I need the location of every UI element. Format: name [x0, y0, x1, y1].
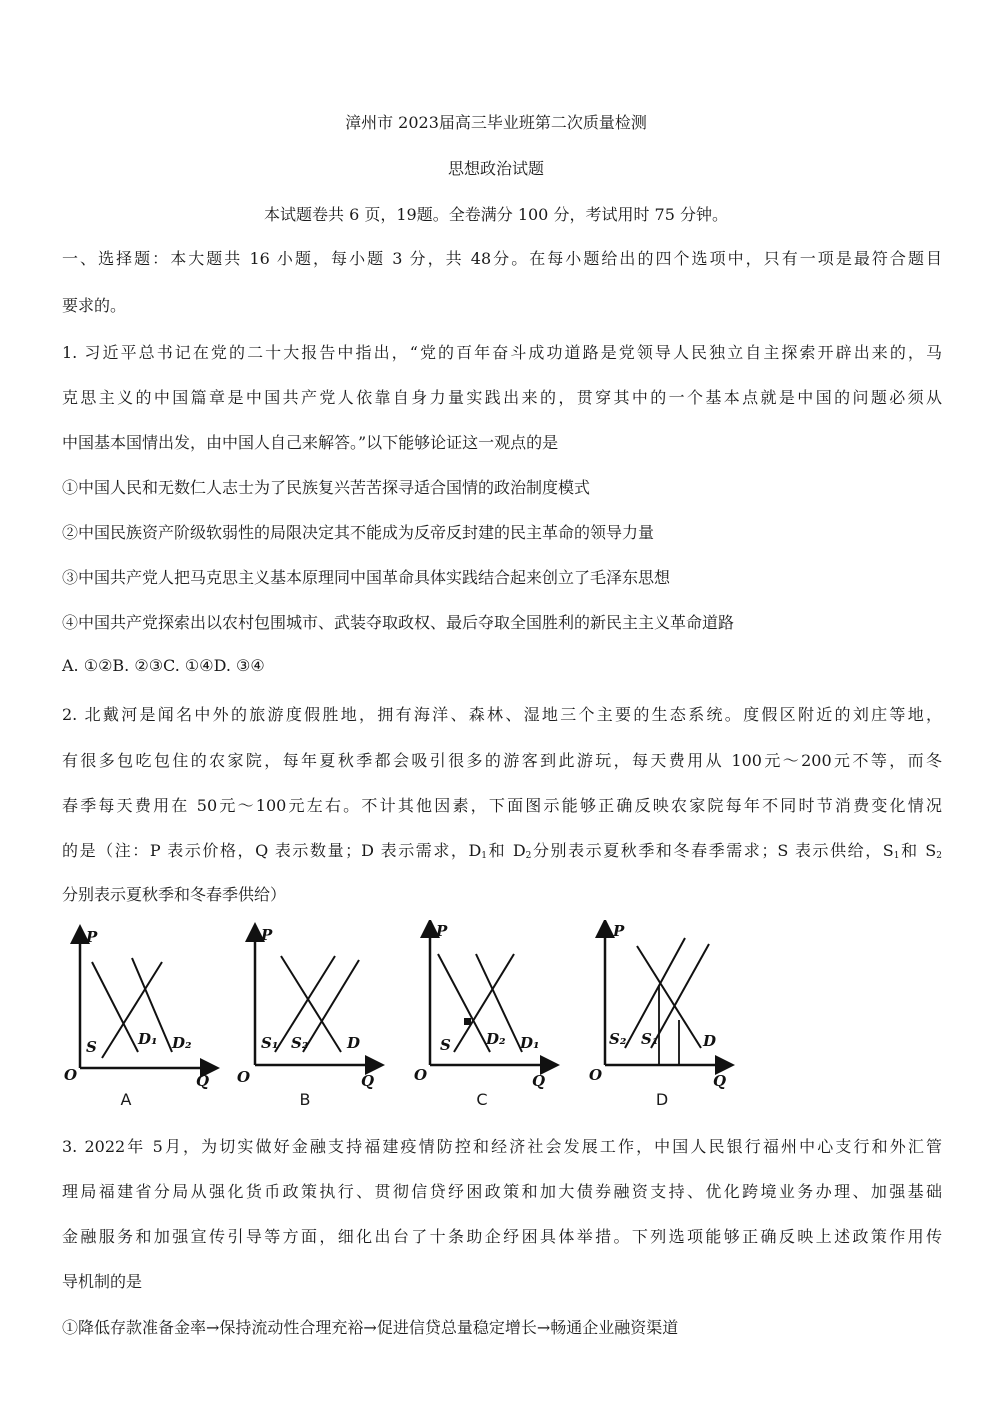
subject-title: 思想政治试题 [447, 159, 544, 178]
graph-d-p-label: P [613, 922, 625, 940]
question-2-line-3: 春季每天费用在 50元～100元左右。不计其他因素，下面图示能够正确反映农家院每年不同时节消费变化情况 [62, 796, 942, 815]
graph-a-curve-label-2: D₁ [138, 1030, 158, 1048]
graph-b-svg [235, 920, 405, 1090]
graph-c-curve-label-3: D₁ [520, 1034, 540, 1052]
graph-c [410, 920, 580, 1115]
graph-d-svg [585, 920, 755, 1090]
graph-c-curve-label-1: S [440, 1036, 451, 1054]
section-instruction-line-2: 要求的。 [62, 296, 127, 315]
question-3-line-4: 导机制的是 [62, 1272, 143, 1291]
graph-b-curve-label-2: S₂ [291, 1034, 309, 1052]
graph-a-curve-label-3: D₂ [172, 1034, 192, 1052]
question-1-answers: A. ①②B. ②③C. ①④D. ③④ [62, 656, 265, 675]
question-3-option-1: ①降低存款准备金率→保持流动性合理充裕→促进信贷总量稳定增长→畅通企业融资渠道 [62, 1318, 679, 1337]
exam-note: 本试题卷共 6 页，19题。全卷满分 100 分，考试用时 75 分钟。 [264, 205, 728, 224]
graph-d-q-label: Q [713, 1072, 727, 1090]
graph-a-caption: A [120, 1090, 132, 1109]
graph-a [60, 920, 230, 1115]
q2-note-sub-3: 1 [893, 851, 900, 861]
question-3-line-3: 金融服务和加强宣传引导等方面，细化出台了十条助企纾困具体举措。下列选项能够正确反映上述政策作用传 [62, 1227, 942, 1246]
graph-b-caption: B [299, 1090, 311, 1109]
q2-note-part-1: 的是（注：P 表示价格，Q 表示数量；D 表示需求，D [62, 841, 482, 860]
graph-c-p-label: P [436, 922, 448, 940]
graph-c-equilibrium-point [464, 1018, 471, 1025]
graph-d-origin-label: O [589, 1066, 603, 1084]
question-3-line-2: 理局福建省分局从强化货币政策执行、贯彻信贷纾困政策和加大债券融资支持、优化跨境业务办理、加强基础 [62, 1182, 942, 1201]
question-1-option-4: ④中国共产党探索出以农村包围城市、武装夺取政权、最后夺取全国胜利的新民主主义革命道路 [62, 613, 735, 632]
q2-note-part-2: 和 D [487, 841, 526, 860]
q2-note-sub-4: 2 [936, 851, 942, 861]
exam-title: 漳州市 2023届高三毕业班第二次质量检测 [345, 113, 647, 132]
graph-c-caption: C [476, 1090, 488, 1109]
question-1-option-1: ①中国人民和无数仁人志士为了民族复兴苦苦探寻适合国情的政治制度模式 [62, 478, 591, 497]
question-1-line-1: 1. 习近平总书记在党的二十大报告中指出，“党的百年奋斗成功道路是党领导人民独立自主探索开辟出来的，马 [62, 343, 942, 362]
graph-c-origin-label: O [414, 1066, 428, 1084]
graph-b-p-label: P [261, 926, 273, 944]
question-1-line-2: 克思主义的中国篇章是中国共产党人依靠自身力量实践出来的，贯穿其中的一个基本点就是中国的问题必须从 [62, 388, 942, 407]
graph-d-curve-label-3: D [703, 1032, 717, 1050]
question-3-line-1: 3. 2022年 5月，为切实做好金融支持福建疫情防控和经济社会发展工作，中国人民银行福州中心支行和外汇管 [62, 1137, 942, 1156]
section-instruction-line-1: 一、选择题：本大题共 16 小题，每小题 3 分，共 48分。在每小题给出的四个选项中，只有一项是最符合题目 [62, 249, 942, 268]
graph-a-q-label: Q [196, 1072, 210, 1090]
question-2-line-5: 分别表示夏秋季和冬春季供给） [62, 885, 287, 904]
graph-c-svg [410, 920, 580, 1090]
graph-d-curve-label-2: S₁ [641, 1030, 659, 1048]
graph-a-origin-label: O [64, 1066, 78, 1084]
question-1-option-3: ③中国共产党人把马克思主义基本原理同中国革命具体实践结合起来创立了毛泽东思想 [62, 568, 671, 587]
graph-a-svg [60, 920, 230, 1090]
question-2-line-4 [62, 838, 942, 861]
graph-d-caption: D [655, 1090, 669, 1109]
graph-c-q-label: Q [532, 1072, 546, 1090]
graph-c-curve-label-2: D₂ [486, 1030, 506, 1048]
question-1-line-3: 中国基本国情出发，由中国人自己来解答。”以下能够论证这一观点的是 [62, 433, 559, 452]
graph-a-curve-label-1: S [86, 1038, 97, 1056]
graph-b-q-label: Q [361, 1072, 375, 1090]
q2-note-sub-1: 1 [481, 851, 488, 861]
question-2-line-1: 2. 北戴河是闻名中外的旅游度假胜地，拥有海洋、森林、湿地三个主要的生态系统。度假区附近的刘庄等地， [62, 705, 942, 724]
question-2-line-2: 有很多包吃包住的农家院，每年夏秋季都会吸引很多的游客到此游玩，每天费用从 100元～200元不等，而冬 [62, 751, 942, 770]
graph-b [235, 920, 405, 1115]
q2-note-part-3: 分别表示夏秋季和冬春季需求；S 表示供给，S [531, 841, 894, 860]
graph-b-origin-label: O [237, 1068, 251, 1086]
q2-note-sub-2: 2 [525, 851, 532, 861]
graph-d-curve-label-1: S₂ [609, 1030, 627, 1048]
graph-b-curve-label-1: S₁ [261, 1034, 279, 1052]
q2-note-part-4: 和 S [899, 841, 937, 860]
question-1-option-2: ②中国民族资产阶级软弱性的局限决定其不能成为反帝反封建的民主革命的领导力量 [62, 523, 655, 542]
graph-a-p-label: P [86, 928, 98, 946]
graph-d [585, 920, 755, 1115]
graph-b-curve-label-3: D [347, 1034, 361, 1052]
